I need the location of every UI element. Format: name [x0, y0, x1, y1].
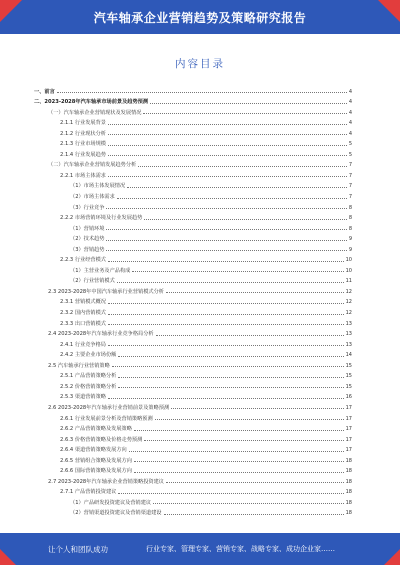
- toc-page-number: 15: [345, 383, 352, 390]
- toc-entry[interactable]: [34, 200, 352, 211]
- toc-entry[interactable]: [34, 453, 352, 464]
- toc-entry[interactable]: [34, 242, 352, 253]
- toc-entry[interactable]: [34, 390, 352, 401]
- toc-entry-text: 2.3.3 出口营销模式: [60, 320, 106, 327]
- toc-leader-dots: [138, 166, 347, 167]
- toc-page-number: 15: [345, 362, 352, 369]
- toc-page-number: 4: [348, 120, 352, 127]
- toc-entry-text: 2.5 汽车轴承行业营销策略: [48, 362, 110, 369]
- toc-entry[interactable]: [34, 84, 352, 95]
- toc-entry[interactable]: [34, 411, 352, 422]
- toc-entry-text: 一、前言: [34, 88, 55, 95]
- toc-page-number: 7: [348, 194, 352, 201]
- toc-page-number: 7: [348, 172, 352, 179]
- toc-entry-text: 2.2.1 市场主体需求: [60, 172, 106, 179]
- toc-leader-dots: [132, 271, 343, 272]
- toc-entry-text: 2.3.1 营销模式概况: [60, 299, 106, 306]
- toc-entry[interactable]: [34, 105, 352, 116]
- toc-leader-dots: [134, 472, 344, 473]
- toc-page-number: 5: [348, 151, 352, 158]
- toc-leader-dots: [108, 145, 347, 146]
- toc-page-number: 12: [345, 299, 352, 306]
- toc-entry-text: 2.2.3 行业经营模式: [60, 257, 106, 264]
- report-title: 汽车轴承企业营销趋势及策略研究报告: [93, 11, 307, 25]
- toc-entry[interactable]: [34, 305, 352, 316]
- toc-entry-text: 2.6.4 渠道营销策略发展方向: [60, 447, 127, 454]
- toc-entry-text: （2）市场主体需求: [70, 194, 115, 201]
- corner-decoration: [0, 549, 16, 565]
- toc-leader-dots: [166, 482, 344, 483]
- toc-page-number: 8: [348, 204, 352, 211]
- toc-leader-dots: [108, 324, 344, 325]
- toc-entry[interactable]: [34, 358, 352, 369]
- toc-entry[interactable]: [34, 284, 352, 295]
- toc-page-number: 4: [348, 99, 352, 106]
- toc-page-number: 13: [345, 341, 352, 348]
- toc-page-number: 4: [348, 109, 352, 116]
- toc-entry-text: 2.6.5 营销组合策略及发展方向: [60, 457, 132, 464]
- toc-entry-text: 2.1.4 行业发展趋势: [60, 151, 106, 158]
- toc-page-number: 7: [348, 162, 352, 169]
- toc-page-number: 18: [345, 499, 352, 506]
- toc-page-number: 7: [348, 183, 352, 190]
- toc-entry[interactable]: [34, 221, 352, 232]
- toc-entry[interactable]: [34, 369, 352, 380]
- toc-entry[interactable]: [34, 327, 352, 338]
- toc-entry[interactable]: [34, 211, 352, 222]
- toc-entry-text: 2.1.2 行业现状分析: [60, 130, 106, 137]
- toc-entry-text: 二、2023-2028年汽车轴承市场前景及趋势预测: [34, 99, 149, 106]
- footer-bar: [0, 533, 400, 565]
- toc-leader-dots: [118, 356, 343, 357]
- toc-page-number: 9: [348, 246, 352, 253]
- toc-page-number: 12: [345, 288, 352, 295]
- toc-leader-dots: [108, 124, 347, 125]
- toc-page-number: 18: [345, 510, 352, 517]
- corner-decoration: [378, 0, 400, 22]
- toc-leader-dots: [108, 261, 344, 262]
- toc-leader-dots: [108, 398, 344, 399]
- header-bar: [0, 0, 400, 34]
- toc-entry-text: （二）汽车轴承企业营销发展趋势分析: [48, 162, 137, 169]
- toc-leader-dots: [153, 503, 344, 504]
- toc-entry-text: 2.6.1 行业发展前景分析及营销策略预测: [60, 415, 153, 422]
- toc-entry[interactable]: [34, 253, 352, 264]
- toc-entry-text: 2.2.2 市场营销环境及行业发展趋势: [60, 215, 143, 222]
- toc-entry[interactable]: [34, 316, 352, 327]
- toc-leader-dots: [57, 92, 347, 93]
- toc-entry[interactable]: [34, 116, 352, 127]
- toc-entry-text: （1）产品研发投资建议及营销建议: [70, 499, 152, 506]
- toc-leader-dots: [134, 461, 344, 462]
- toc-entry[interactable]: [34, 232, 352, 243]
- toc-page-number: 8: [348, 215, 352, 222]
- toc-entry[interactable]: [34, 443, 352, 454]
- toc-leader-dots: [108, 155, 347, 156]
- toc-leader-dots: [108, 176, 347, 177]
- toc-page-number: 16: [345, 394, 352, 401]
- toc-leader-dots: [118, 493, 343, 494]
- toc-page-number: 4: [348, 88, 352, 95]
- toc-entry-text: （2）技术趋势: [70, 236, 105, 243]
- toc-entry[interactable]: [34, 422, 352, 433]
- toc-entry-text: 2.1.1 行业发展背景: [60, 120, 106, 127]
- toc-leader-dots: [134, 430, 344, 431]
- toc-entry[interactable]: [34, 179, 352, 190]
- toc-leader-dots: [108, 314, 344, 315]
- toc-page-number: 17: [345, 415, 352, 422]
- toc-leader-dots: [143, 113, 346, 114]
- toc-entry[interactable]: [34, 348, 352, 359]
- toc-entry[interactable]: [34, 337, 352, 348]
- toc-page-number: 15: [345, 373, 352, 380]
- toc-entry-text: 2.7 2023-2028年汽车轴承企业营销策略投资建议: [48, 478, 164, 485]
- toc-leader-dots: [108, 303, 344, 304]
- toc-leader-dots: [144, 440, 343, 441]
- toc-entry[interactable]: [34, 295, 352, 306]
- toc-page-number: 14: [345, 352, 352, 359]
- toc-entry[interactable]: [34, 485, 352, 496]
- toc-leader-dots: [106, 229, 346, 230]
- toc-entry-text: 2.3.2 国内营销模式: [60, 310, 106, 317]
- toc-list: [34, 84, 352, 516]
- toc-leader-dots: [164, 514, 344, 515]
- toc-entry[interactable]: [34, 474, 352, 485]
- toc-leader-dots: [144, 219, 347, 220]
- toc-page-number: 9: [348, 236, 352, 243]
- toc-page-number: 10: [345, 267, 352, 274]
- toc-entry[interactable]: [34, 168, 352, 179]
- toc-entry-text: 2.5.2 价格营销策略分析: [60, 383, 117, 390]
- toc-entry-text: （3）营销趋势: [70, 246, 105, 253]
- toc-leader-dots: [108, 134, 347, 135]
- toc-leader-dots: [117, 198, 347, 199]
- toc-page-number: 17: [345, 426, 352, 433]
- toc-entry[interactable]: [34, 95, 352, 106]
- toc-entry[interactable]: [34, 158, 352, 169]
- toc-leader-dots: [171, 408, 343, 409]
- toc-entry-text: 2.4 2023-2028年汽车轴承行业竞争格局分析: [48, 331, 154, 338]
- toc-entry-text: 2.7.1 产品营销投资建议: [60, 489, 117, 496]
- toc-leader-dots: [118, 377, 343, 378]
- toc-title: 内容目录: [175, 58, 225, 70]
- toc-entry-text: 2.6.6 国际营销策略及发展方向: [60, 468, 132, 475]
- toc-leader-dots: [106, 250, 346, 251]
- toc-entry-text: 2.4.2 主要企业市场份额: [60, 352, 117, 359]
- toc-entry[interactable]: [34, 432, 352, 443]
- toc-entry[interactable]: [34, 400, 352, 411]
- toc-page-number: 11: [345, 278, 352, 285]
- toc-leader-dots: [166, 292, 344, 293]
- toc-leader-dots: [106, 208, 346, 209]
- toc-page-number: 10: [345, 257, 352, 264]
- toc-entry-text: （一）汽车轴承企业营销现状及发展情况: [48, 109, 142, 116]
- toc-entry-text: （1）主营业务及产品构成: [70, 267, 131, 274]
- toc-page-number: 8: [348, 225, 352, 232]
- toc-page-number: 18: [345, 478, 352, 485]
- toc-page-number: 17: [345, 404, 352, 411]
- toc-page-number: 18: [345, 468, 352, 475]
- toc-entry-text: （2）营销渠道投资建议及营销渠道建设: [70, 510, 162, 517]
- toc-leader-dots: [108, 345, 344, 346]
- toc-entry[interactable]: [34, 137, 352, 148]
- toc-leader-dots: [117, 282, 344, 283]
- toc-entry[interactable]: [34, 274, 352, 285]
- toc-page-number: 17: [345, 436, 352, 443]
- toc-entry-text: （2）行业营销模式: [70, 278, 115, 285]
- toc-leader-dots: [106, 240, 346, 241]
- toc-leader-dots: [156, 335, 344, 336]
- toc-page-number: 12: [345, 310, 352, 317]
- toc-page-number: 13: [345, 331, 352, 338]
- toc-entry-text: （3）行业竞争: [70, 204, 105, 211]
- toc-leader-dots: [129, 451, 344, 452]
- toc-entry[interactable]: [34, 189, 352, 200]
- toc-entry-text: 2.6 2023-2028年汽车轴承行业营销前景及策略预测: [48, 404, 170, 411]
- toc-page-number: 18: [345, 457, 352, 464]
- footer-tagline: 行业专家、管理专家、营销专家、战略专家、成功企业家……: [146, 545, 335, 553]
- toc-entry-text: 2.4.1 行业竞争格局: [60, 341, 106, 348]
- toc-page-number: 5: [348, 141, 352, 148]
- toc-page-number: 4: [348, 130, 352, 137]
- toc-entry-text: 2.1.3 行业市场规模: [60, 141, 106, 148]
- toc-entry-text: 2.5.3 渠道营销策略: [60, 394, 106, 401]
- footer-slogan: 让个人和团队成功: [48, 545, 108, 554]
- toc-entry[interactable]: [34, 126, 352, 137]
- toc-entry[interactable]: [34, 464, 352, 475]
- corner-decoration: [384, 549, 400, 565]
- toc-leader-dots: [127, 187, 347, 188]
- toc-entry-text: 2.3 2023-2028年中国汽车轴承行业营销模式分析: [48, 288, 164, 295]
- toc-entry-text: （1）市场主体发展情况: [70, 183, 126, 190]
- toc-entry[interactable]: [34, 147, 352, 158]
- toc-entry-text: （1）营销环境: [70, 225, 105, 232]
- toc-page-number: 18: [345, 489, 352, 496]
- toc-leader-dots: [118, 387, 343, 388]
- toc-entry[interactable]: [34, 506, 352, 517]
- toc-page-number: 17: [345, 447, 352, 454]
- toc-entry-text: 2.6.3 价格营销策略及价格走势预测: [60, 436, 143, 443]
- toc-page-number: 13: [345, 320, 352, 327]
- toc-entry[interactable]: [34, 263, 352, 274]
- toc-entry[interactable]: [34, 495, 352, 506]
- toc-leader-dots: [155, 419, 344, 420]
- toc-entry[interactable]: [34, 379, 352, 390]
- toc-entry-text: 2.6.2 产品营销策略及发展策略: [60, 426, 132, 433]
- toc-leader-dots: [150, 103, 347, 104]
- toc-leader-dots: [112, 366, 344, 367]
- toc-entry-text: 2.5.1 产品营销策略分析: [60, 373, 117, 380]
